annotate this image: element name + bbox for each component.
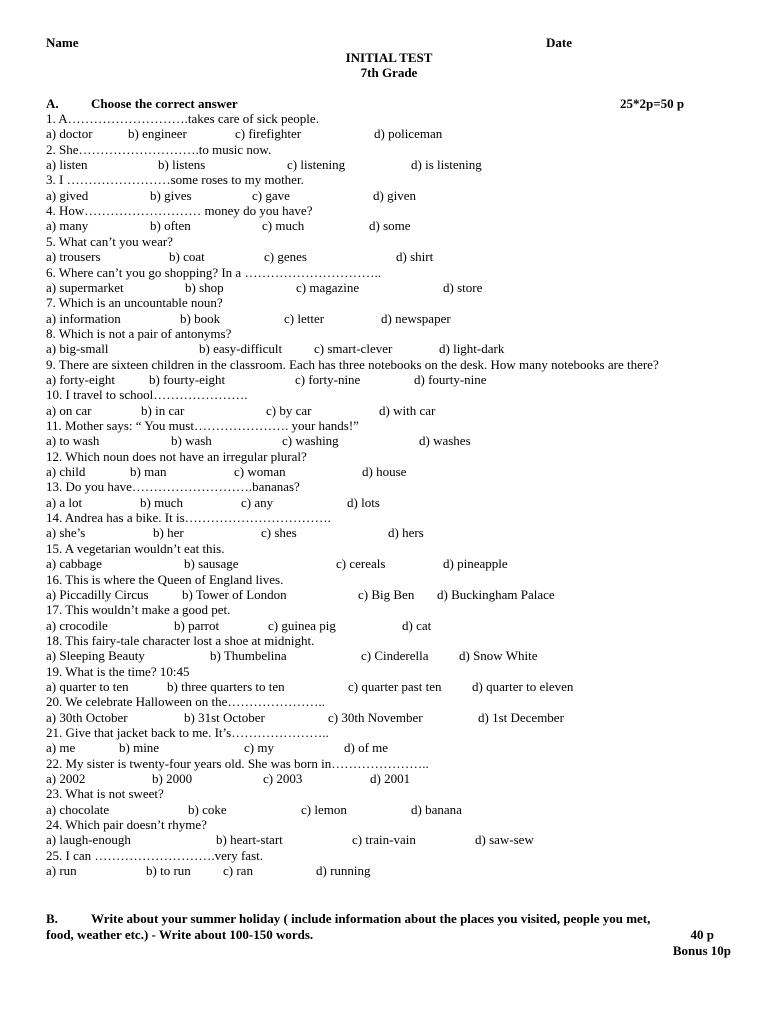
answer-option: a) me bbox=[46, 740, 76, 756]
answer-option: c) cereals bbox=[336, 556, 386, 572]
question-text: 8. Which is not a pair of antonyms? bbox=[46, 325, 232, 341]
answer-option: d) Buckingham Palace bbox=[437, 586, 555, 602]
answer-option: b) coat bbox=[169, 249, 205, 265]
question-text: 13. Do you have……………………….bananas? bbox=[46, 479, 300, 495]
answer-options bbox=[46, 525, 746, 540]
answer-option: b) book bbox=[180, 310, 221, 326]
answer-option: a) information bbox=[46, 310, 121, 326]
question-text: 23. What is not sweet? bbox=[46, 786, 164, 802]
answer-option: b) 31st October bbox=[184, 709, 265, 725]
answer-option: a) chocolate bbox=[46, 801, 110, 817]
answer-option: c) 2003 bbox=[263, 771, 303, 786]
question-text: 22. My sister is twenty-four years old. She was born in………………….. bbox=[46, 755, 429, 771]
answer-option: d) saw-sew bbox=[475, 832, 534, 848]
answer-option: b) parrot bbox=[174, 617, 220, 633]
question-text: 15. A vegetarian wouldn’t eat this. bbox=[46, 540, 225, 556]
answer-option: b) engineer bbox=[128, 126, 187, 142]
question-text: 4. How……………………… money do you have? bbox=[46, 203, 313, 219]
answer-option: d) quarter to eleven bbox=[472, 678, 574, 694]
answer-options bbox=[46, 403, 746, 418]
answer-option: c) lemon bbox=[301, 801, 347, 817]
grade-subtitle: 7th Grade bbox=[360, 65, 418, 80]
answer-options bbox=[46, 433, 746, 448]
answer-option: d) Snow White bbox=[459, 648, 538, 664]
answer-options bbox=[46, 188, 746, 203]
answer-options bbox=[46, 126, 746, 141]
answer-options bbox=[46, 218, 746, 233]
answer-option: d) of me bbox=[344, 740, 389, 756]
question-text: 6. Where can’t you go shopping? In a ………………………….. bbox=[46, 264, 381, 280]
answer-option: d) house bbox=[362, 464, 407, 479]
answer-option: b) to run bbox=[146, 863, 191, 879]
answer-option: a) a lot bbox=[46, 494, 83, 510]
answer-option: b) Thumbelina bbox=[210, 648, 287, 664]
answer-option: d) pineapple bbox=[443, 556, 508, 572]
answer-option: c) guinea pig bbox=[268, 617, 336, 633]
answer-option: c) ran bbox=[223, 863, 253, 879]
answer-option: b) gives bbox=[150, 187, 192, 203]
answer-option: b) man bbox=[130, 464, 167, 479]
question-text: 10. I travel to school…………………. bbox=[46, 387, 248, 403]
answer-option: d) washes bbox=[419, 433, 471, 449]
answer-options bbox=[46, 157, 746, 172]
answer-option: b) 2000 bbox=[152, 771, 193, 786]
answer-option: a) gived bbox=[46, 187, 89, 203]
question-text: 19. What is the time? 10:45 bbox=[46, 663, 190, 679]
answer-options bbox=[46, 249, 746, 264]
page-title: INITIAL TEST bbox=[345, 50, 433, 65]
answer-option: c) letter bbox=[284, 310, 325, 326]
answer-option: b) in car bbox=[141, 402, 185, 418]
answer-option: c) Cinderella bbox=[361, 648, 429, 664]
section-b-line1: Write about your summer holiday ( include information about the places you visited, people you met, bbox=[91, 911, 651, 926]
section-a-letter: A. bbox=[46, 96, 59, 111]
answer-option: c) much bbox=[262, 218, 305, 234]
answer-option: a) laugh-enough bbox=[46, 832, 131, 848]
answer-option: a) crocodile bbox=[46, 617, 108, 633]
answer-option: b) often bbox=[150, 218, 191, 234]
answer-option: b) Tower of London bbox=[182, 586, 287, 602]
question-text: 9. There are sixteen children in the classroom. Each has three notebooks on the desk. How many notebooks are there? bbox=[46, 356, 659, 372]
date-label: Date bbox=[546, 35, 572, 50]
answer-option: a) many bbox=[46, 218, 89, 234]
question-text: 2. She……………………….to music now. bbox=[46, 141, 272, 157]
answer-option: d) store bbox=[443, 279, 483, 295]
answer-option: d) light-dark bbox=[439, 341, 505, 357]
answer-option: d) policeman bbox=[374, 126, 443, 142]
answer-options bbox=[46, 802, 746, 817]
answer-option: a) she’s bbox=[46, 525, 86, 541]
name-label: Name bbox=[46, 35, 79, 50]
bonus-points: Bonus 10p bbox=[672, 943, 731, 958]
answer-option: b) heart-start bbox=[216, 832, 283, 848]
question-text: 7. Which is an uncountable noun? bbox=[46, 295, 223, 311]
answer-option: c) 30th November bbox=[328, 709, 423, 725]
answer-option: a) doctor bbox=[46, 126, 93, 142]
answer-option: b) easy-difficult bbox=[199, 341, 283, 357]
question-text: 21. Give that jacket back to me. It’s………………….. bbox=[46, 725, 329, 740]
question-text: 5. What can’t you wear? bbox=[46, 233, 173, 249]
answer-option: b) her bbox=[153, 525, 184, 541]
answer-option: a) Piccadilly Circus bbox=[46, 586, 149, 602]
answer-option: d) fourty-nine bbox=[414, 371, 487, 387]
answer-option: d) hers bbox=[388, 525, 424, 541]
answer-option: d) 2001 bbox=[370, 771, 411, 786]
answer-option: d) shirt bbox=[396, 249, 434, 265]
answer-option: a) quarter to ten bbox=[46, 678, 129, 694]
answer-option: c) my bbox=[244, 740, 274, 756]
question-text: 16. This is where the Queen of England lives. bbox=[46, 571, 284, 587]
section-b-points: 40 p bbox=[690, 927, 714, 942]
question-text: 20. We celebrate Halloween on the………………….. bbox=[46, 694, 325, 710]
answer-option: c) listening bbox=[287, 157, 346, 172]
answer-option: d) with car bbox=[379, 402, 436, 418]
answer-option: c) train-vain bbox=[352, 832, 416, 848]
answer-option: c) shes bbox=[261, 525, 297, 541]
answer-option: d) 1st December bbox=[478, 709, 564, 725]
answer-option: c) genes bbox=[264, 249, 307, 265]
answer-option: c) any bbox=[241, 494, 274, 510]
answer-option: c) quarter past ten bbox=[348, 678, 442, 694]
answer-option: d) banana bbox=[411, 801, 462, 817]
answer-options bbox=[46, 311, 746, 326]
answer-option: b) much bbox=[140, 494, 183, 510]
answer-options bbox=[46, 679, 746, 694]
answer-option: a) forty-eight bbox=[46, 371, 115, 387]
answer-option: d) lots bbox=[347, 494, 380, 510]
answer-options bbox=[46, 771, 746, 786]
answer-option: a) trousers bbox=[46, 249, 101, 265]
question-text: 17. This wouldn’t make a good pet. bbox=[46, 602, 231, 618]
answer-option: d) newspaper bbox=[381, 310, 451, 326]
answer-option: c) washing bbox=[282, 433, 339, 449]
answer-options bbox=[46, 587, 746, 602]
answer-option: a) child bbox=[46, 464, 86, 479]
answer-option: b) shop bbox=[185, 279, 224, 295]
answer-option: c) smart-clever bbox=[314, 341, 393, 357]
question-text: 18. This fairy-tale character lost a shoe at midnight. bbox=[46, 632, 315, 648]
answer-option: a) listen bbox=[46, 157, 88, 172]
answer-option: c) Big Ben bbox=[358, 586, 415, 602]
answer-option: b) listens bbox=[158, 157, 206, 172]
answer-options bbox=[46, 464, 746, 479]
answer-options bbox=[46, 341, 746, 356]
answer-option: c) firefighter bbox=[235, 126, 302, 142]
answer-option: a) 30th October bbox=[46, 709, 128, 725]
question-text: 11. Mother says: “ You must…………………. your hands!” bbox=[46, 418, 359, 433]
answer-option: a) on car bbox=[46, 402, 92, 418]
answer-option: b) coke bbox=[188, 801, 227, 817]
answer-option: a) supermarket bbox=[46, 279, 124, 295]
question-text: 14. Andrea has a bike. It is……………………………. bbox=[46, 510, 331, 526]
answer-option: a) to wash bbox=[46, 433, 100, 449]
answer-option: d) given bbox=[373, 187, 416, 203]
answer-options bbox=[46, 832, 746, 847]
answer-option: a) big-small bbox=[46, 341, 109, 357]
answer-option: d) running bbox=[316, 863, 371, 879]
answer-options bbox=[46, 618, 746, 633]
answer-option: d) some bbox=[369, 218, 411, 234]
answer-option: b) three quarters to ten bbox=[167, 678, 285, 694]
answer-option: b) wash bbox=[171, 433, 212, 449]
answer-options bbox=[46, 740, 746, 755]
section-b-line2: food, weather etc.) - Write about 100-150 words. bbox=[46, 927, 314, 942]
answer-option: c) forty-nine bbox=[295, 371, 361, 387]
answer-option: b) mine bbox=[119, 740, 160, 756]
question-text: 25. I can ……………………….very fast. bbox=[46, 847, 263, 863]
section-a-title: Choose the correct answer bbox=[91, 96, 238, 111]
answer-options bbox=[46, 280, 746, 295]
answer-options bbox=[46, 863, 746, 878]
answer-option: d) is listening bbox=[411, 157, 482, 172]
answer-option: a) 2002 bbox=[46, 771, 86, 786]
section-a-points: 25*2p=50 p bbox=[620, 96, 685, 111]
answer-option: b) fourty-eight bbox=[149, 371, 226, 387]
answer-option: c) gave bbox=[252, 187, 290, 203]
question-text: 1. A……………………….takes care of sick people. bbox=[46, 111, 319, 126]
answer-options bbox=[46, 648, 746, 663]
answer-option: c) magazine bbox=[296, 279, 360, 295]
section-b-letter: B. bbox=[46, 911, 58, 926]
answer-option: c) woman bbox=[234, 464, 286, 479]
answer-options bbox=[46, 556, 746, 571]
question-text: 24. Which pair doesn’t rhyme? bbox=[46, 817, 207, 833]
answer-option: a) cabbage bbox=[46, 556, 102, 572]
answer-option: b) sausage bbox=[184, 556, 239, 572]
answer-option: c) by car bbox=[266, 402, 312, 418]
answer-option: a) run bbox=[46, 863, 77, 879]
answer-options bbox=[46, 495, 746, 510]
answer-options bbox=[46, 372, 746, 387]
question-text: 12. Which noun does not have an irregular plural? bbox=[46, 448, 307, 464]
question-text: 3. I ……………………some roses to my mother. bbox=[46, 172, 304, 188]
answer-option: d) cat bbox=[402, 617, 432, 633]
answer-option: a) Sleeping Beauty bbox=[46, 648, 145, 664]
answer-options bbox=[46, 710, 746, 725]
